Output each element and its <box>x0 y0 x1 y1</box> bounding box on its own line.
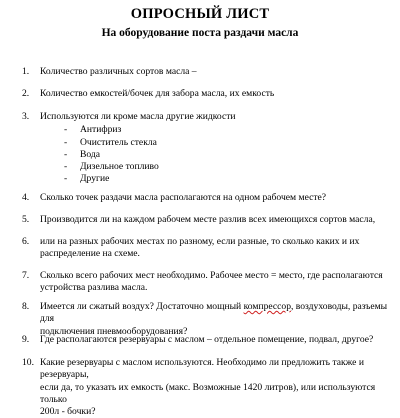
question-text-part: Имеется ли сжатый воздух? Достаточно мощный <box>40 301 244 312</box>
question-number: 4. <box>22 192 30 203</box>
question-6 <box>22 236 394 261</box>
question-5 <box>22 214 394 226</box>
question-text: или на разных рабочих местах по разному, если разные, то сколько каких и их распределение на схеме. <box>40 236 360 260</box>
question-text: Производится ли на каждом рабочем месте разлив всех имеющихся сортов масла, <box>40 214 376 225</box>
dash-bullet: - <box>64 124 68 136</box>
list-item-label: Вода <box>80 148 101 160</box>
question-text: Какие резервуары с маслом используются. Необходимо ли предложить также и резервуары, если да, то указать их емкость (макс. Возможные 1420 литров), или используются только 200л - бочки? <box>40 357 376 418</box>
question-text: Сколько точек раздачи масла располагаются на одном рабочем месте? <box>40 192 327 203</box>
document-subtitle: На оборудование поста раздачи масла <box>101 27 299 39</box>
question-number: 9. <box>22 334 30 345</box>
list-item <box>22 173 394 185</box>
question-number: 3. <box>22 111 30 122</box>
question-text: Количество различных сортов масла – <box>40 66 197 77</box>
dash-bullet: - <box>64 136 68 148</box>
question-7 <box>22 270 394 295</box>
question-number: 7. <box>22 270 30 281</box>
question-number: 6. <box>22 236 30 247</box>
question-1 <box>22 66 394 78</box>
spellcheck-flagged-word: компрессор <box>243 301 291 312</box>
question-number: 2. <box>22 88 30 99</box>
dash-bullet: - <box>64 173 68 185</box>
question-10 <box>22 357 394 418</box>
question-text: Используются ли кроме масла другие жидкости <box>40 111 236 122</box>
list-item-label: Очиститель стекла <box>80 136 157 148</box>
question-text <box>40 301 394 338</box>
question-number: 10. <box>22 357 34 368</box>
question-text: Количество емкостей/бочек для забора масла, их емкость <box>40 88 275 99</box>
dash-bullet: - <box>64 161 68 173</box>
list-item <box>22 161 394 173</box>
list-item <box>22 124 394 136</box>
question-number: 8. <box>22 301 30 312</box>
fluid-options-list <box>22 124 394 185</box>
list-item-label: Антифриз <box>80 124 122 136</box>
question-text-part: , воздуховоды, разъемы для подключения пневмооборудования? <box>40 301 388 337</box>
question-number: 5. <box>22 214 30 225</box>
question-text: Сколько всего рабочих мест необходимо. Рабочее место = место, где располагаются устройства разлива масла. <box>40 270 383 294</box>
list-item-label: Другие <box>80 173 110 185</box>
list-item <box>22 149 394 161</box>
question-8 <box>22 301 394 338</box>
dash-bullet: - <box>64 148 68 160</box>
question-2 <box>22 88 394 100</box>
question-9 <box>22 334 394 346</box>
question-3 <box>22 111 394 186</box>
document-title: ОПРОСНЫЙ ЛИСТ <box>130 6 270 22</box>
question-number: 1. <box>22 66 30 77</box>
question-4 <box>22 192 394 204</box>
question-text: Где располагаются резервуары с маслом – отдельное помещение, подвал, другое? <box>40 334 374 345</box>
list-item <box>22 137 394 149</box>
list-item-label: Дизельное топливо <box>80 161 159 173</box>
